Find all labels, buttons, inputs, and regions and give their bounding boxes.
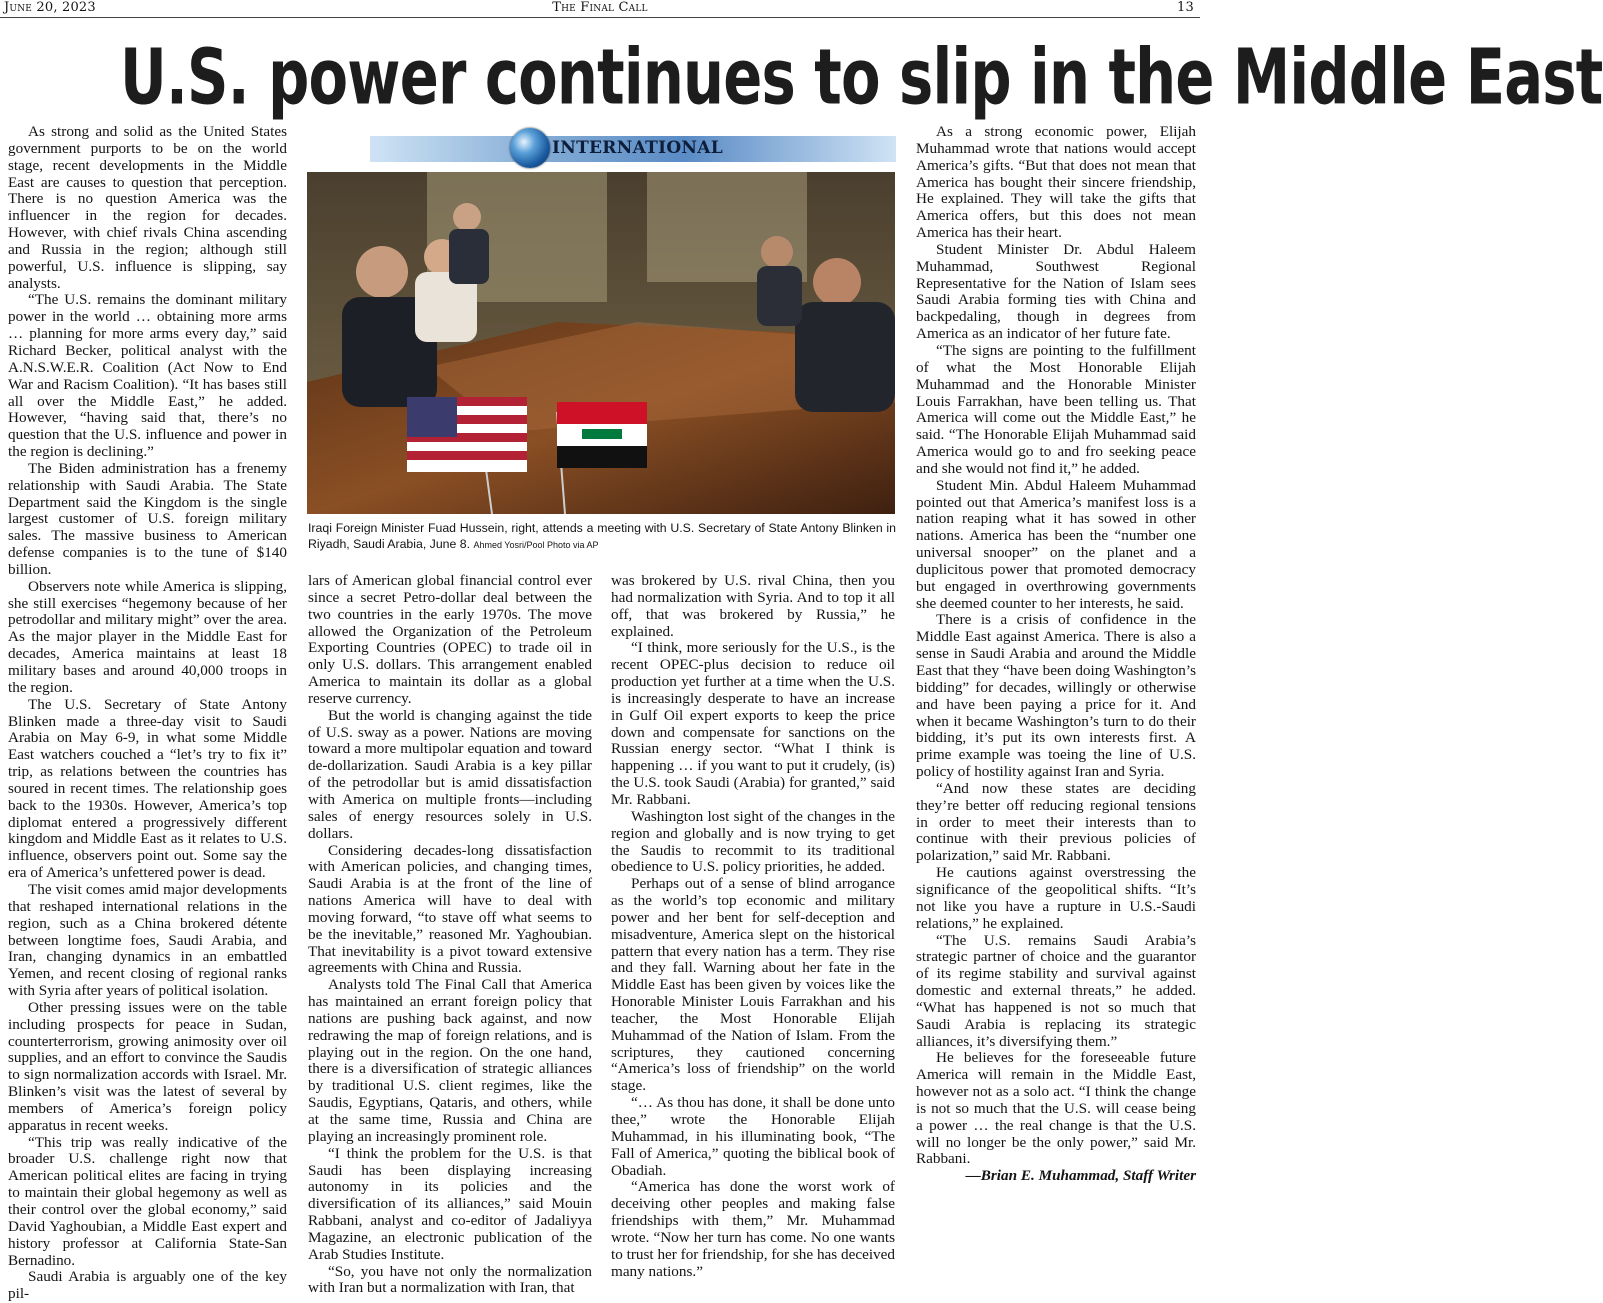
paragraph: As a strong economic power, Elijah Muhammad wrote that nations would accept America’s gifts. “But that does not mean that America has bought their sincere friendship, He explained. They will take the gifts that America offers, but this does not mean America has their heart. [916,123,1196,242]
article-column-4 [916,124,1196,1296]
byline: —Brian E. Muhammad, Staff Writer [965,1167,1196,1185]
paragraph: Analysts told The Final Call that America has maintained an errant foreign policy that nations are pushing back against, and now redrawing the map of foreign relations, and is playing out in the region. On the one hand, there is a diversification of strategic alliances by traditional U.S. client regimes, like the Saudis, Egyptians, Qataris, and others, while at the same time, Russia and China are playing an increasingly prominent role. [308,976,592,1145]
header-rule [0,17,1200,18]
paragraph: “I think, more seriously for the U.S., is the recent OPEC-plus decision to reduce oil production yet further at a time when the U.S. is increasingly desperate to have an increase in Gulf Oil expert exports to keep the price down and compensate for sanctions on the Russian energy sector. “What I think is happening … if you want to put it crudely, (is) the U.S. took Saudi (Arabia) for granted,” said Mr. Rabbani. [611,639,895,808]
news-photo [307,172,895,514]
paragraph: Considering decades-long dissatisfaction with American policies, and changing times, Saudi Arabia is at the front of the line of nations America will have to deal with moving forward, “to stave off what seems to be the inevitable,” reasoned Mr. Yaghoubian. That inevitability is a pivot toward extensive agreements with China and Russia. [308,841,592,977]
paragraph: “This trip was really indicative of the broader U.S. challenge right now that American political elites are facing in trying to maintain their global hegemony as well as their control over the global economy,” said David Yaghoubian, a Middle East expert and history professor at California State-San Bernadino. [8,1133,287,1269]
paragraph: Student Minister Dr. Abdul Haleem Muhammad, Southwest Regional Representative for the Nation of Islam sees Saudi Arabia forming ties with China and backpedaling, though in degrees from America as an indicator of her future fate. [916,240,1196,343]
paragraph: The Biden administration has a frenemy relationship with Saudi Arabia. The State Department said the Kingdom is the single largest customer of U.S. foreign military sales. The massive business to American defense companies is to the tune of $140 billion. [8,459,287,578]
article-column-3 [611,573,895,1297]
publication-name: The Final Call [552,0,648,15]
paragraph: “The signs are pointing to the fulfillment of what the Most Honorable Elijah Muhammad and the Honorable Minister Louis Farrakhan, have been telling us. That America will come out the Middle East,” he said. “The Honorable Elijah Muhammad said America would go to and fro seeking peace and she would not find it,” he added. [916,341,1196,477]
paragraph: Other pressing issues were on the table including prospects for peace in Sudan, counterterrorism, growing animosity over oil supplies, and an effort to convince the Saudis to sign normalization accords with Israel. Mr. Blinken’s visit was the latest of several by members of America’s foreign policy apparatus in recent weeks. [8,998,287,1134]
paragraph: Saudi Arabia is arguably one of the key pil- [8,1268,287,1303]
paragraph: Washington lost sight of the changes in the region and globally and is now trying to get the Saudis to recommit to its traditional obedience to U.S. policy priorities, he added. [611,807,895,876]
paragraph: The U.S. Secretary of State Antony Blinken made a three-day visit to Saudi Arabia on May 6-9, in what some Middle East watchers couched a “let’s try to fix it” trip, as relations between the countries has soured in recent times. The relationship goes back to the 1930s. However, America’s top diplomat entered a progressively different kingdom and Middle East as it relates to U.S. influence, observers point out. Some say the era of America’s unfettered power is dead. [8,695,287,882]
paragraph: “The U.S. remains Saudi Arabia’s strategic partner of choice and the guarantor of its regime stability and survival against domestic and external threats,” he added. “What has happened is not so much that Saudi Arabia is replacing its strategic alliances, it’s diversifying them.” [916,931,1196,1050]
paragraph: “And now these states are deciding they’re better off reducing regional tensions in order to meet their interests than to continue with their previous policies of polarization,” said Mr. Rabbani. [916,779,1196,865]
issue-date: June 20, 2023 [4,0,96,15]
paragraph: He believes for the foreseeable future America will remain in the Middle East, however not as a solo act. “I think the change is not so much that the U.S. will cease being a power … the real change is that the U.S. will no longer be the only power,” said Mr. Rabbani. [916,1049,1196,1168]
globe-icon [510,128,550,168]
page-number: 13 [1177,0,1194,15]
article-column-1 [8,123,287,1303]
photo-caption [308,521,896,553]
paragraph: lars of American global financial control ever since a secret Petro-dollar deal between the two countries in the early 1970s. The move allowed the Organization of the Petroleum Exporting Countries (OPEC) to trade oil in only U.S. dollars. This arrangement enabled America to maintain its dollar as a global reserve currency. [308,572,592,707]
paragraph: “… As thou has done, it shall be done unto thee,” wrote the Honorable Elijah Muhammad, in his illuminating book, “The Fall of America,” quoting the biblical book of Obadiah. [611,1094,895,1179]
headline: U.S. power continues to slip in the Middle East [120,32,1603,122]
paragraph: But the world is changing against the tide of U.S. sway as a power. Nations are moving toward a more multipolar equation and toward de-dollarization. Saudi Arabia is a key pillar of the petrodollar but is amid dissatisfaction with America on multiple fronts—including sales of energy resources solely in U.S. dollars. [308,706,592,842]
paragraph: was brokered by U.S. rival China, then you had normalization with Syria. And to top it all off, that was brokered by Russia,” he explained. [611,572,895,640]
article-column-2 [308,573,592,1297]
paragraph: Observers note while America is slipping, she still exercises “hegemony because of her petrodollar and military might” over the area. As the major player in the Middle East for decades, America maintains at least 18 military bases and around 40,000 troops in the region. [8,577,287,696]
paragraph: He cautions against overstressing the significance of the geopolitical shifts. “It’s not like you have a rupture in U.S.-Saudi relations,” he explained. [916,864,1196,932]
paragraph: The visit comes amid major developments that reshaped international relations in the region, such as a China brokered détente between longtime foes, Saudi Arabia, and Iran, changing dynamics in an embattled Yemen, and recent closing of regional ranks with Syria after years of political isolation. [8,880,287,1000]
meeting-photo-illustration [307,172,895,514]
caption-text: Iraqi Foreign Minister Fuad Hussein, right, attends a meeting with U.S. Secretary of State Antony Blinken in Riyadh, Saudi Arabia, June 8. [308,521,896,551]
paragraph: “The U.S. remains the dominant military power in the world … obtaining more arms … planning for more arms every day,” said Richard Becker, political analyst with the A.N.S.W.E.R. Coalition (Act Now to End War and Racism Coalition). “It has bases still all over the Middle East,” he added. However, “having said that, there’s no question that the U.S. influence and power in the region is declining.” [8,291,287,461]
paragraph: “America has done the worst work of deceiving other peoples and making false friendships with them,” Mr. Muhammad wrote. “Now her turn has come. No one wants to trust her for friendship, for she has deceived many nations.” [611,1178,895,1280]
running-header [0,0,1200,17]
paragraph: “So, you have not only the normalization with Iran but a normalization with Iran, that [308,1262,592,1297]
paragraph: “I think the problem for the U.S. is that Saudi has been displaying increasing autonomy in its policies and the diversification of its alliances,” said Mouin Rabbani, analyst and co-editor of Jadaliyya Magazine, an electronic publication of the Arab Studies Institute. [308,1144,592,1263]
paragraph: As strong and solid as the United States government purports to be on the world stage, recent developments in the Middle East are causes to question that perception. There is no question America was the influencer in the region for decades. However, with chief rivals China ascending and Russia in the region; although still powerful, U.S. influence is slipping, say analysts. [8,123,287,292]
paragraph: There is a crisis of confidence in the Middle East against America. There is also a sense in Saudi Arabia and around the Middle East that they “have been doing Washington’s bidding” for decades, willingly or otherwise and have been paying a price for it. And when it became Washington’s turn to do their bidding, it’s put its own interests first. A prime example was toeing the line of U.S. policy of hostility against Iran and Syria. [916,611,1196,781]
paragraph: Perhaps out of a sense of blind arrogance as the world’s top economic and military power and her bent for self-deception and misadventure, America slept on the historical pattern that every nation has a term. They rise and they fall. Warning about her fate in the Middle East has been given by voices like the Honorable Minister Louis Farrakhan and his teacher, the Most Honorable Elijah Muhammad of the Nation of Islam. From the scriptures, they cautioned concerning “America’s loss of friendship” on the world stage. [611,875,895,1095]
photo-credit: Ahmed Yosri/Pool Photo via AP [473,539,599,550]
section-label: INTERNATIONAL [552,138,724,158]
paragraph: Student Min. Abdul Haleem Muhammad pointed out that America’s manifest loss is a nation reaping what it has sowed in other nations. America has been the “number one universal snooper” on the planet and a duplicitous power that promoted democracy but engaged in overthrowing governments she deemed counter to her interests, he said. [916,476,1196,612]
